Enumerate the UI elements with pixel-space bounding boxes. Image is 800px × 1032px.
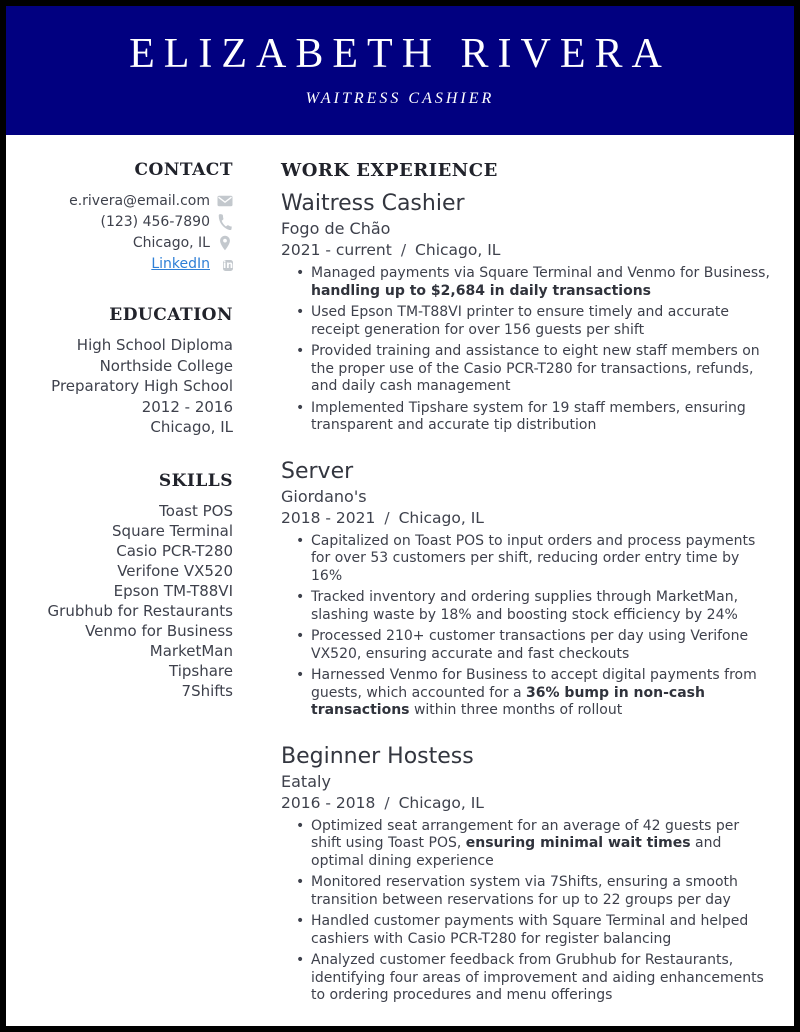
skills-heading: SKILLS [158,470,233,491]
contact-location: Chicago, IL [132,234,210,251]
contact-phone-row [38,211,233,232]
job-entry [281,190,770,435]
job-bullet: • Analyzed customer feedback from Grubhub for Restaurants, identifying four areas of improvement and aiding enhancements to ordering procedures and menu offerings [281,952,770,1005]
education-heading: EDUCATION [109,305,233,325]
education-section [38,305,233,438]
job-title: Waitress Cashier [281,191,465,216]
job-entry [281,458,770,720]
job-bullet: • Processed 210+ customer transactions per day using Verifone VX520, ensuring accurate and fast checkouts [281,628,770,663]
job-bullet: • Used Epson TM-T88VI printer to ensure timely and accurate receipt generation for over 156 guests per shift [281,304,770,339]
linkedin-link[interactable]: LinkedIn [151,255,210,272]
location-pin-icon [217,235,233,251]
job-location: Chicago, IL [415,241,501,259]
job-company: Giordano's [281,486,367,506]
job-dates: 2018 - 2021 [281,508,376,527]
skills-section [38,471,233,701]
contact-email-row [38,190,233,211]
candidate-name: ELIZABETH RIVERA [129,31,671,77]
skill-item: Casio PCR-T280 [116,541,233,560]
skill-item: Square Terminal [112,521,233,540]
jobs-list [281,190,770,1005]
contact-location-row [38,232,233,253]
skill-item: Venmo for Business [85,621,233,640]
skill-item: Toast POS [159,501,233,520]
contact-phone: (123) 456-7890 [100,213,210,230]
job-bullets [281,265,770,435]
skills-list [38,501,233,701]
skill-item: Verifone VX520 [117,561,233,580]
job-dates: 2021 - current [281,241,392,259]
work-experience-heading: WORK EXPERIENCE [281,160,498,181]
header-band [6,6,794,135]
content [6,135,794,1009]
job-location: Chicago, IL [398,508,484,527]
job-bullet: • Monitored reservation system via 7Shifts, ensuring a smooth transition between reservations for up to 22 groups per day [281,874,770,909]
job-meta-separator: / [384,793,390,812]
job-title: Beginner Hostess [281,743,474,769]
job-bullet: • Handled customer payments with Square Terminal and helped cashiers with Casio PCR-T280 for register balancing [281,913,770,948]
phone-icon [217,214,233,230]
skill-item: Tipshare [169,661,233,680]
job-meta [281,793,770,814]
contact-section [38,160,233,274]
job-company: Fogo de Chão [281,219,391,238]
job-bullet: • Tracked inventory and ordering supplies through MarketMan, slashing waste by 18% and boosting stock efficiency by 24% [281,589,770,624]
candidate-job-title: WAITRESS CASHIER [305,90,495,107]
work-experience-column [281,160,770,1009]
education-location: Chicago, IL [150,418,233,436]
sidebar [38,160,233,1009]
job-title: Server [281,458,354,484]
linkedin-icon: in [222,259,233,271]
job-bullet: • Capitalized on Toast POS to input orders and process payments for over 53 customers per shift, reducing order entry time by 16% [281,533,770,586]
job-meta-separator: / [400,241,407,259]
job-company: Eataly [281,771,331,791]
job-bullet: • Managed payments via Square Terminal and Venmo for Business, handling up to $2,684 in daily transactions [281,265,770,300]
education-school: Northside College Preparatory High School [51,356,233,395]
job-bullets [281,533,770,720]
job-meta [281,508,770,529]
job-bullets [281,818,770,1005]
job-bullet: • Harnessed Venmo for Business to accept digital payments from guests, which accounted for a 36% bump in non-cash transactions within three months of rollout [281,667,770,720]
envelope-icon [217,193,233,209]
job-entry [281,743,770,1005]
skill-item: 7Shifts [181,681,233,700]
contact-linkedin-row [38,253,233,274]
contact-email: e.rivera@email.com [69,192,210,209]
job-dates: 2016 - 2018 [281,793,376,812]
job-location: Chicago, IL [398,793,484,812]
job-meta [281,240,770,261]
education-dates: 2012 - 2016 [141,397,233,416]
education-degree: High School Diploma [76,336,233,354]
job-bullet: • Implemented Tipshare system for 19 staff members, ensuring transparent and accurate tip distribution [281,400,770,435]
skill-item: MarketMan [149,641,233,660]
job-bullet: • Optimized seat arrangement for an average of 42 guests per shift using Toast POS, ensuring minimal wait times and optimal dining experience [281,818,770,871]
skill-item: Grubhub for Restaurants [47,601,233,620]
contact-heading: CONTACT [134,160,233,180]
job-bullet: • Provided training and assistance to eight new staff members on the proper use of the Casio PCR-T280 for transactions, refunds, and daily cash management [281,343,770,396]
job-meta-separator: / [384,508,390,527]
skill-item: Epson TM-T88VI [113,581,233,600]
